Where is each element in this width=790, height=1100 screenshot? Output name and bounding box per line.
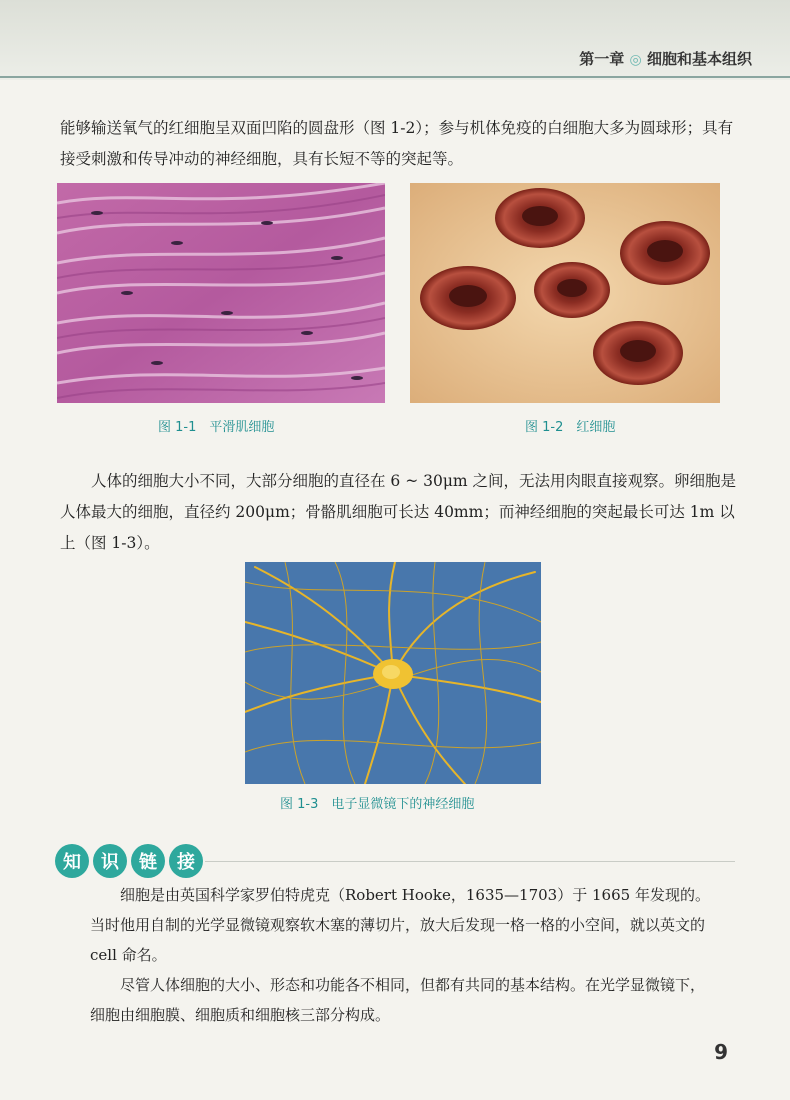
knowledge-link-paragraph-1: 细胞是由英国科学家罗伯特虎克（Robert Hooke，1635—1703）于 1665 年发现的。当时他用自制的光学显微镜观察软木塞的薄切片，放大后发现一格一格的小空间，就以英文的 cell 命名。 xyxy=(90,886,710,964)
body-paragraph-2: 人体的细胞大小不同，大部分细胞的直径在 6 ~ 30μm 之间，无法用肉眼直接观察。卵细胞是人体最大的细胞，直径约 200μm；骨骼肌细胞可长达 40mm；而神经细胞的突起最长可达 1m 以上（图 1-3）。 xyxy=(60,472,737,552)
chapter-number: 第一章 xyxy=(579,50,625,68)
smooth-muscle-image xyxy=(57,183,385,403)
header-divider xyxy=(0,76,790,78)
knowledge-link-paragraph-2: 尽管人体细胞的大小、形态和功能各不相同，但都有共同的基本结构。在光学显微镜下，细胞由细胞膜、细胞质和细胞核三部分构成。 xyxy=(90,976,706,1024)
knowledge-link-heading xyxy=(55,844,203,878)
figure-2-caption: 图 1-2 红细胞 xyxy=(525,420,616,435)
chapter-title: 细胞和基本组织 xyxy=(646,50,752,68)
body-paragraph-1: 能够输送氧气的红细胞呈双面凹陷的圆盘形（图 1-2）；参与机体免疫的白细胞大多为圆球形；具有接受刺激和传导冲动的神经细胞，具有长短不等的突起等。 xyxy=(60,119,734,168)
page-number: 9 xyxy=(714,1040,728,1064)
red-blood-cells-image xyxy=(410,183,720,403)
knowledge-link-rule xyxy=(205,861,735,862)
knowledge-link-char: 知 xyxy=(55,844,89,878)
figure-1-caption: 图 1-1 平滑肌细胞 xyxy=(158,420,275,435)
knowledge-link-char: 链 xyxy=(131,844,165,878)
knowledge-link-char: 接 xyxy=(169,844,203,878)
figure-3-caption: 图 1-3 电子显微镜下的神经细胞 xyxy=(280,797,475,812)
chapter-separator-icon: ◎ xyxy=(629,52,642,68)
chapter-header xyxy=(579,48,752,69)
neuron-image xyxy=(245,562,541,784)
knowledge-link-char: 识 xyxy=(93,844,127,878)
